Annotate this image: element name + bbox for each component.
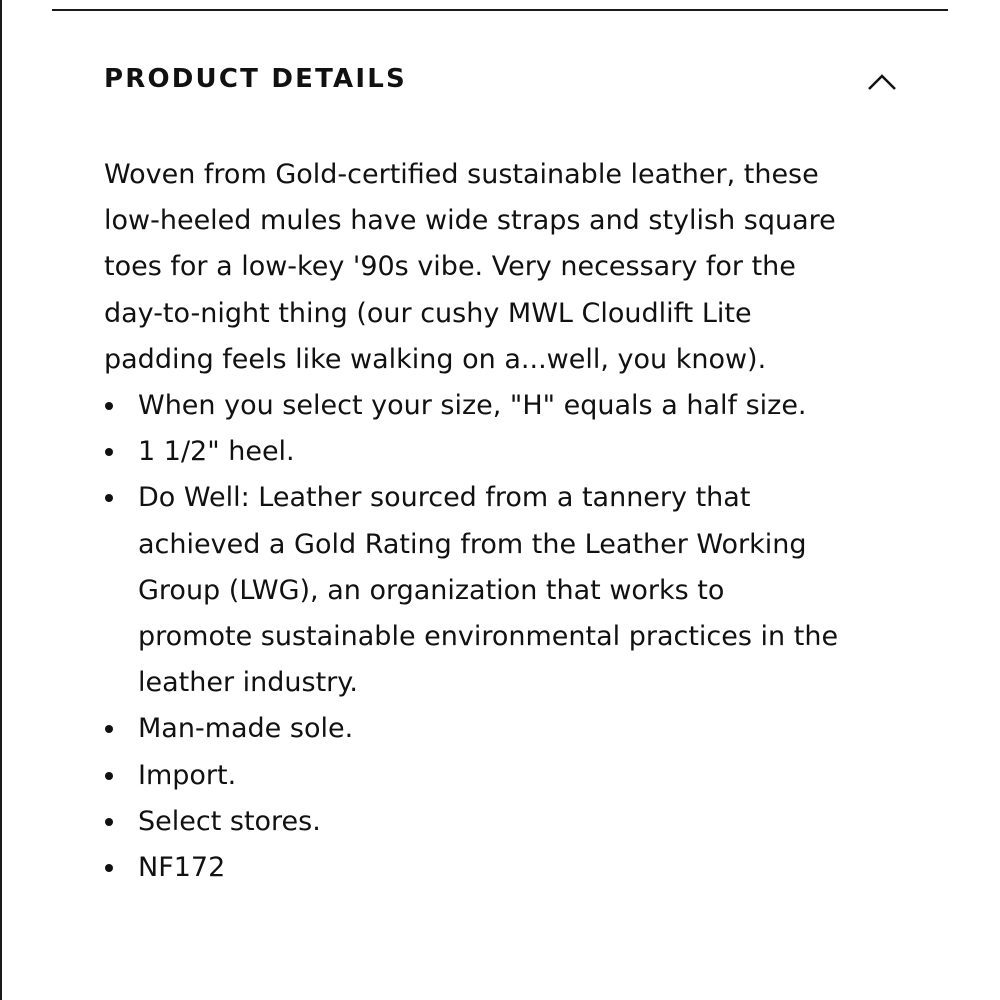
product-details-accordion-header[interactable] xyxy=(104,58,904,108)
list-item xyxy=(104,799,844,845)
chevron-up-icon[interactable] xyxy=(866,70,898,94)
section-title: PRODUCT DETAILS xyxy=(104,64,407,94)
bullet-dot xyxy=(105,864,113,872)
product-description: Woven from Gold-certified sustainable leather, these low-heeled mules have wide straps and stylish square toes for a low-key '90s vibe. Very necessary for the day-to-night thing (our cushy MWL Cloudlift Lite padding feels like walking on a...well, you know). xyxy=(104,159,836,375)
list-item xyxy=(104,845,844,891)
section-divider xyxy=(52,9,948,11)
list-item xyxy=(104,383,844,429)
list-item xyxy=(104,429,844,475)
bullet-dot xyxy=(105,494,113,502)
bullet-dot xyxy=(105,725,113,733)
list-item-text: Select stores. xyxy=(138,805,321,837)
bullet-dot xyxy=(105,402,113,410)
bullet-dot xyxy=(105,818,113,826)
list-item-text: Import. xyxy=(138,759,237,791)
list-item xyxy=(104,475,844,706)
list-item-text: When you select your size, "H" equals a half size. xyxy=(138,390,807,422)
left-border xyxy=(0,0,2,1000)
bullet-dot xyxy=(105,772,113,780)
product-details-list xyxy=(104,383,844,891)
list-item-text: Do Well: Leather sourced from a tannery that achieved a Gold Rating from the Leather Working Group (LWG), an organization that works to promote sustainable environmental practices in the leather industry. xyxy=(138,482,839,699)
list-item-text: 1 1/2" heel. xyxy=(138,436,295,468)
product-details-content xyxy=(104,152,844,891)
list-item-text: NF172 xyxy=(138,852,226,884)
list-item xyxy=(104,706,844,752)
bullet-dot xyxy=(105,448,113,456)
list-item xyxy=(104,753,844,799)
list-item-text: Man-made sole. xyxy=(138,713,354,745)
